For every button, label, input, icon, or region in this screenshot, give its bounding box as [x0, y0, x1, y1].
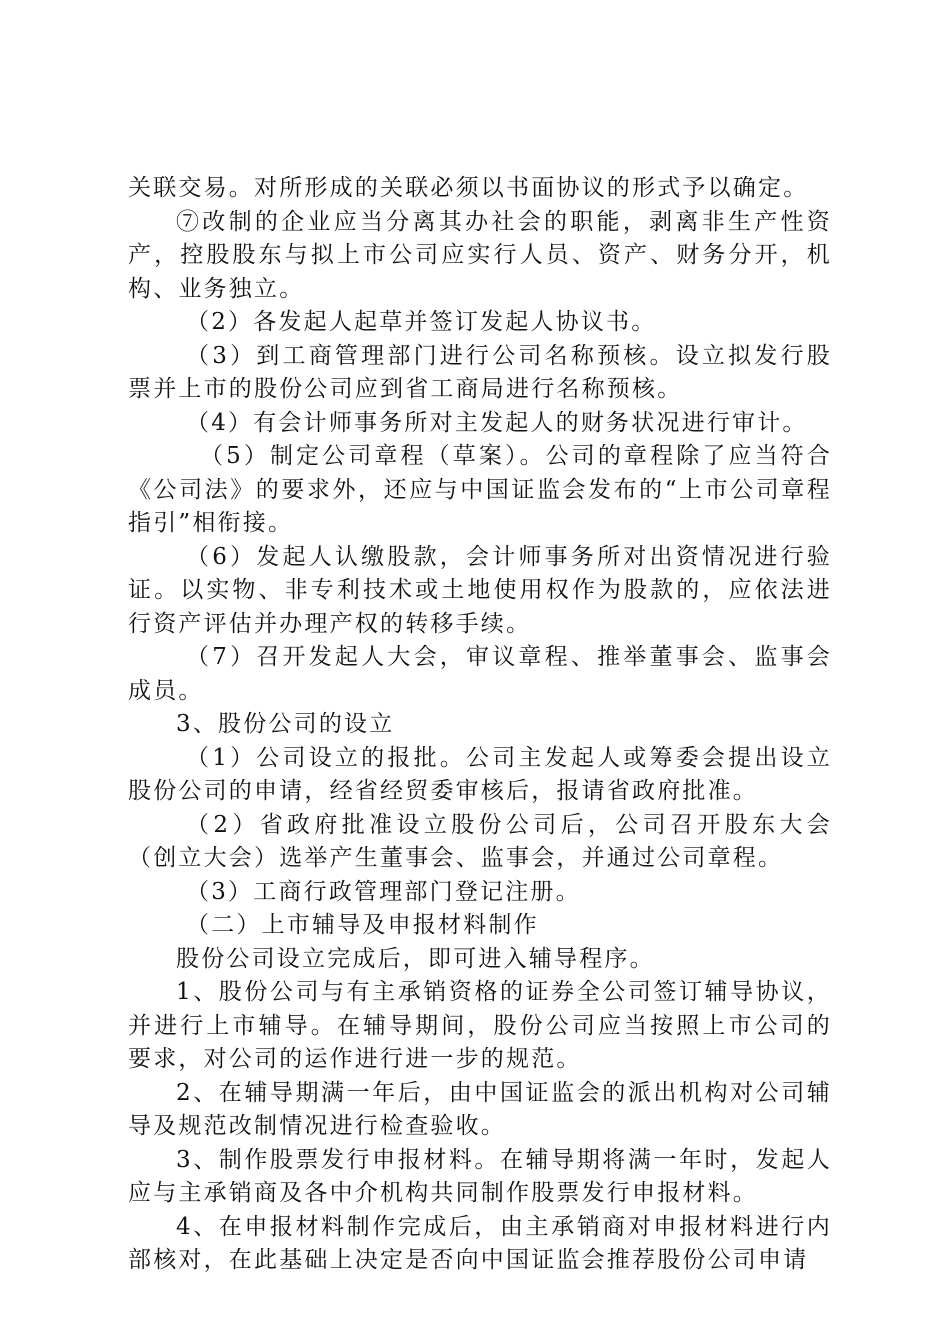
section-heading: （二）上市辅导及申报材料制作	[186, 912, 539, 938]
paragraph: ⑦改制的企业应当分离其办社会的职能，剥离非生产性资产，控股股东与拟上市公司应实行人员、资产、财务分开，机构、业务独立。	[128, 208, 832, 302]
paragraph: （2）省政府批准设立股份公司后，公司召开股东大会（创立大会）选举产生董事会、监事会，并通过公司章程。	[128, 811, 832, 871]
paragraph: （7）召开发起人大会，审议章程、推举董事会、监事会成员。	[128, 644, 832, 704]
paragraph: 股份公司设立完成后，即可进入辅导程序。	[176, 945, 655, 972]
paragraph: 3、制作股票发行申报材料。在辅导期将满一年时，发起人应与主承销商及各中介机构共同制作股票发行申报材料。	[128, 1146, 832, 1206]
paragraph: （3）工商行政管理部门登记注册。	[186, 878, 581, 905]
paragraph: 2、在辅导期满一年后，由中国证监会的派出机构对公司辅导及规范改制情况进行检查验收。	[128, 1079, 832, 1139]
paragraph: （3）到工商管理部门进行公司名称预核。设立拟发行股票并上市的股份公司应到省工商局进行名称预核。	[128, 342, 832, 402]
paragraph: （2）各发起人起草并签订发起人协议书。	[186, 309, 657, 335]
paragraph: （4）有会计师事务所对主发起人的财务状况进行审计。	[186, 409, 808, 436]
section-heading: 3、股份公司的设立	[176, 711, 395, 737]
paragraph: 4、在申报材料制作完成后，由主承销商对申报材料进行内部核对，在此基础上决定是否向中国证监会推荐股份公司申请	[128, 1213, 832, 1273]
paragraph: 1、股份公司与有主承销资格的证券全公司签订辅导协议，并进行上市辅导。在辅导期间，股份公司应当按照上市公司的要求，对公司的运作进行进一步的规范。	[128, 979, 832, 1072]
paragraph: 关联交易。对所形成的关联必须以书面协议的形式予以确定。	[128, 175, 809, 201]
paragraph: （5）制定公司章程（草案）。公司的章程除了应当符合《公司法》的要求外，还应与中国证监会发布的“上市公司章程指引”相衔接。	[128, 443, 832, 536]
document-body	[128, 172, 832, 1278]
paragraph: （6）发起人认缴股款，会计师事务所对出资情况进行验证。以实物、非专利技术或土地使用权作为股款的，应依法进行资产评估并办理产权的转移手续。	[128, 543, 832, 637]
paragraph: （1）公司设立的报批。公司主发起人或筹委会提出设立股份公司的申请，经省经贸委审核后，报请省政府批准。	[128, 744, 832, 804]
